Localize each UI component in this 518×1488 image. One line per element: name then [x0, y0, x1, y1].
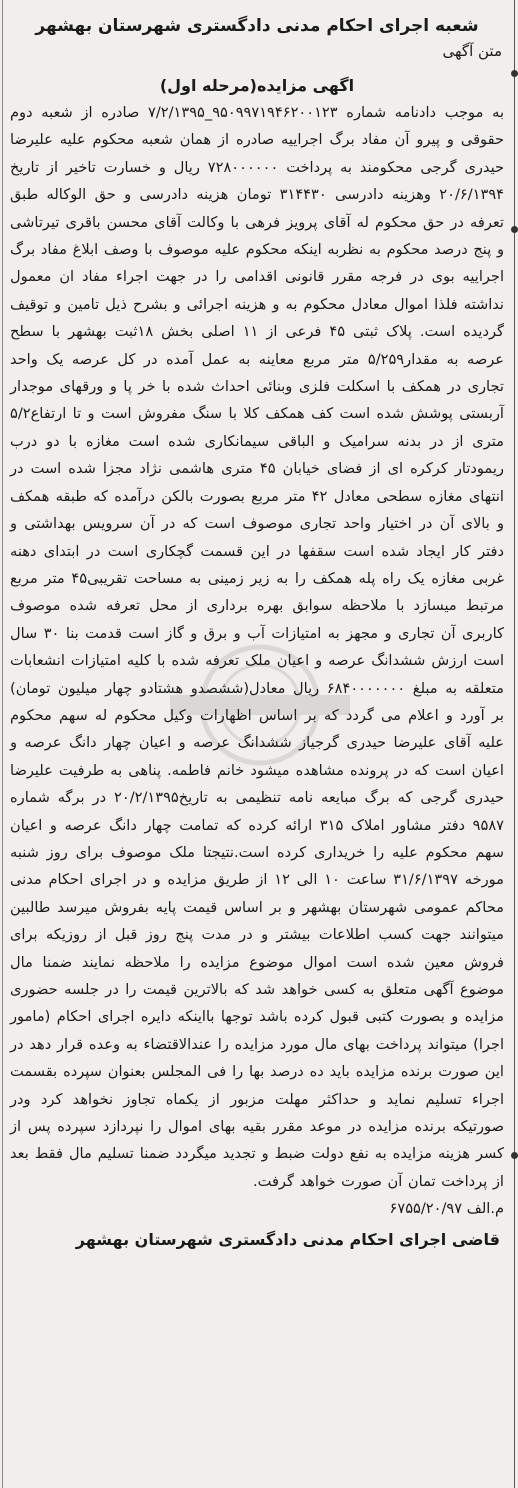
- side-bullet-mark: [511, 70, 518, 77]
- side-bullet-mark: [511, 1152, 518, 1159]
- side-bullet-mark: [511, 226, 518, 233]
- auction-notice-body: به موجب دادنامه شماره ۹۵۰۹۹۷۱۹۴۶۲۰۰۱۲۳_۷/۲/۱۳۹۵ صادره از شعبه دوم حقوقی و پیرو آن مفاد برگ اجراییه صادره از همان شعبه محکوم علیه علیرضا حیدری گرجی محکومند به پرداخت ۷۲۸۰۰۰۰۰۰ ریال و خسارت تاخیر از تاریخ ۲۰/۶/۱۳۹۴ وهزینه دادرسی ۳۱۴۴۳۰ تومان هزینه دادرسی و حق الوکاله طبق تعرفه در حق محکوم له آقای پرویز فرهی با وکالت آقای محسن باقری تیرتاشی و پنج درصد محکوم به نظربه اینکه محکوم علیه موصوف با وصف ابلاغ مفاد برگ اجراییه بوی در فرجه مقرر قانونی اقدامی را در جهت اجراء مفاد ان معمول نداشته فلذا اموال معادل محکوم به و هزینه اجرائی و بشرح ذیل تامین و توقیف گردیده است. پلاک ثبتی ۴۵ فرعی از ۱۱ اصلی بخش ۱۸ثبت بهشهر با سطح عرصه به مقدار۵/۲۵۹ متر مربع معاینه به عمل آمده در کل عرصه یک واحد تجاری در همکف با اسکلت فلزی وبنائی احداث شده با خر پا و ورقهای موجدار آربستی پوشش شده است کف همکف کلا با سنگ مفروش است و تا ارتفاع۵/۲ متری از در بدنه سرامیک و الباقی سیمانکاری شده است مغازه با دو درب ریمودتار کرکره ای از فضای خیابان ۴۵ متری هاشمی نژاد مجزا شده است در انتهای مغازه سطحی معادل ۴۲ متر مربع بصورت بالکن درآمده که طبقه همکف و بالای آن در اختیار واحد تجاری موصوف است که در آن سرویس بهداشتی و دفتر کار ایجاد شده است سقفها در این قسمت گچکاری است در ابتدای دهنه غربی مغازه یک راه پله همکف را به زیر زمینی به مساحت تقریبی۴۵ متر مربع مرتبط میسازد با ملاحظه سوابق بهره برداری از محل تعرفه شده موصوف کاربری آن تجاری و مجهز به امتیازات آب و برق و گاز است قدمت بنا ۳۰ سال است ارزش ششدانگ عرصه و اعیان ملک تعرفه شده با کلیه امتیازات انشعابات متعلقه به مبلغ ۶۸۴۰۰۰۰۰۰۰ ریال معادل(ششصدو هشتادو چهار میلیون تومان) بر آورد و اعلام می گردد که بر اساس اظهارات وکیل محکوم له سهم محکوم علیه آقای علیرضا حیدری گرجیاز ششدانگ عرصه و اعیان چهار دانگ عرصه و اعیان است که در پرونده مشاهده میشود خانم فاطمه. پناهی به طرفیت علیرضا حیدری گرجی که برگ مبایعه نامه تنظیمی به تاریخ۲۰/۲/۱۳۹۵ در برگه شماره ۹۵۸۷ دفتر مشاور املاک ۳۱۵ ارائه کرده که تمامت چهار دانگ عرصه و اعیان سهم محکوم علیه را خریداری کرده است.نتیجتا ملک موصوف برای روز شنبه مورخه ۳۱/۶/۱۳۹۷ ساعت ۱۰ الی ۱۲ از طریق مزایده و در اجرای احکام مدنی محاکم عمومی شهرستان بهشهر و بر اساس قیمت پایه بفروش میرسد طالبین میتوانند جهت کسب اطلاعات بیشتر و در مدت پنج روز قبل از روزیکه برای فروش معین شده است اموال موضوع مزایده را ملاحظه نمایند ضمنا مال موضوع آگهی متعلق به کسی خواهد شد که بالاترین قیمت را در جلسه حضوری مزایده و بصورت کتبی قبول کرده باشد توجها بااینکه دایره اجرای احکام (مامور اجرا) میتواند پرداخت بهای مال مورد مزایده را عندالاقتضاء به وعده قرار دهد در این صورت برنده مزایده باید ده درصد بها را فی المجلس بعنوان سپرده بقسمت اجراء تسلیم نماید و حداکثر مهلت مزبور از یکماه تجاوز نخواهد کرد ودر صورتیکه برنده مزایده در موعد مقرر بقیه بهای اموال را نپردازد سپرده پس از کسر هزینه مزایده به نفع دولت ضبط و تجدید میگردد ضمنا تسلیم مال فقط بعد از پرداخت تمان آن صورت خواهد گرفت.: [10, 104, 505, 1190]
- left-border-line: [2, 0, 3, 1488]
- court-header-title: شعبه اجرای احکام مدنی دادگستری شهرستان بهشهر: [35, 16, 479, 36]
- right-border-line: [514, 0, 515, 1488]
- notice-text-label: متن آگهی: [442, 42, 502, 60]
- auction-notice-title: اگهی مزایده(مرحله اول): [159, 76, 355, 95]
- judge-signature-line: قاضی اجرای احکام مدنی دادگستری شهرستان بهشهر: [75, 1230, 500, 1250]
- reference-number: م.الف ۶۷۵۵/۲۰/۹۷: [389, 1200, 504, 1218]
